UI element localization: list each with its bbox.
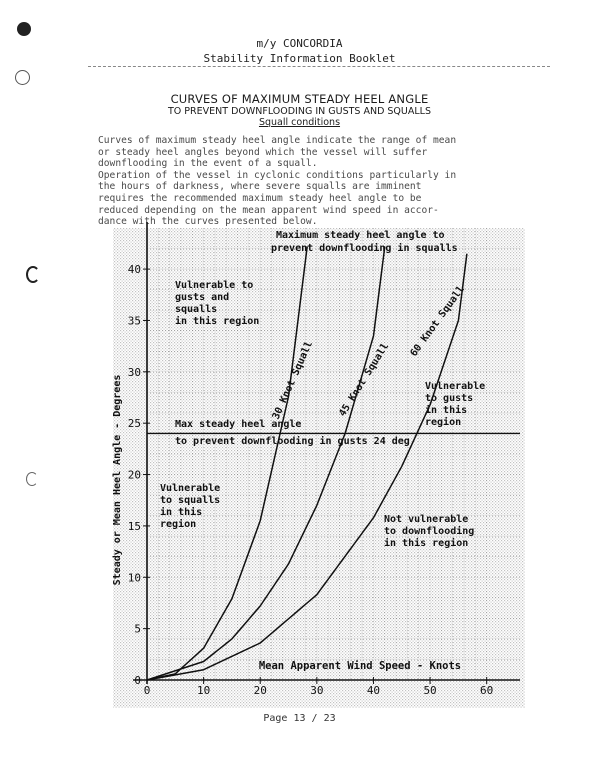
curve-3-label: 60 Knot Squall: [408, 284, 467, 359]
page-subtitle: TO PREVENT DOWNFLOODING IN GUSTS AND SQUALLS: [168, 106, 431, 117]
annotation-max-gust-line1: Max steady heel angle: [175, 419, 302, 430]
x-tick-label: 50: [423, 684, 437, 697]
y-tick-label: 20: [127, 468, 141, 482]
annotation-vuln-squalls-2: to squalls: [160, 495, 221, 506]
curve-1-label: 30 Knot Squall: [270, 339, 316, 422]
intro-line: dance with the curves presented below.: [98, 216, 318, 228]
curve-2-label: 45 Knot Squall: [337, 341, 392, 419]
y-tick-label: 40: [127, 263, 141, 277]
booklet-title: Stability Information Booklet: [203, 52, 396, 65]
intro-line: Operation of the vessel in cyclonic conditions particularly in: [98, 169, 457, 181]
intro-line: reduced depending on the mean apparent wind speed in accor-: [98, 204, 439, 216]
x-tick-label: 40: [366, 684, 381, 697]
x-tick-label: 60: [480, 684, 494, 697]
annotation-vuln-gusts-squalls-2: gusts and: [175, 292, 230, 303]
annotation-vuln-gusts-squalls-3: squalls: [175, 304, 218, 315]
annotation-not-vuln-3: in this region: [384, 538, 469, 549]
annotation-vuln-squalls-3: in this: [160, 507, 203, 518]
x-tick-label: 0: [143, 684, 151, 697]
intro-line: the hours of darkness, where severe squalls are imminent: [98, 181, 422, 193]
section-heading: Squall conditions: [258, 117, 341, 128]
x-axis-label: Mean Apparent Wind Speed - Knots: [258, 660, 462, 672]
y-axis-label: Steady or Mean Heel Angle - Degrees: [112, 374, 123, 586]
annotation-vuln-gusts-1: Vulnerable: [425, 381, 486, 392]
x-tick-label: 10: [196, 684, 211, 697]
annotation-vuln-gusts-4: region: [425, 417, 462, 428]
page-title: CURVES OF MAXIMUM STEADY HEEL ANGLE: [170, 92, 429, 106]
annotation-max-gust-line2: to prevent downflooding in gusts 24 deg: [175, 436, 410, 447]
intro-line: downflooding in the event of a squall.: [98, 158, 318, 170]
intro-line: or steady heel angles beyond which the vessel will suffer: [98, 146, 428, 158]
annotation-vuln-squalls-4: region: [160, 519, 197, 530]
annotation-vuln-gusts-3: in this: [425, 405, 468, 416]
annotation-not-vuln-2: to downflooding: [384, 526, 475, 537]
vessel-name: m/y CONCORDIA: [256, 37, 343, 50]
x-tick-label: 30: [310, 684, 324, 697]
annotation-vuln-gusts-squalls-4: in this region: [175, 316, 260, 327]
y-tick-label: 15: [127, 519, 141, 533]
annotation-max-squall-line1: Maximum steady heel angle to: [276, 230, 445, 241]
y-tick-label: 35: [127, 314, 141, 328]
y-tick-label: 30: [127, 365, 141, 379]
intro-line: Curves of maximum steady heel angle indicate the range of mean: [98, 135, 457, 146]
page-number: Page 13 / 23: [263, 713, 336, 724]
annotation-vuln-squalls-1: Vulnerable: [160, 483, 221, 494]
x-tick-label: 20: [253, 684, 267, 697]
y-tick-label: 0: [134, 674, 141, 687]
annotation-not-vuln-1: Not vulnerable: [384, 514, 469, 525]
annotation-vuln-gusts-squalls-1: Vulnerable to: [175, 280, 254, 291]
intro-line: requires the recommended maximum steady heel angle to be: [98, 192, 422, 204]
annotation-vuln-gusts-2: to gusts: [425, 393, 474, 404]
annotation-max-squall-line2: prevent downflooding in squalls: [271, 243, 458, 254]
y-tick-label: 25: [127, 417, 141, 431]
y-tick-label: 5: [134, 622, 141, 636]
y-tick-label: 10: [127, 571, 141, 585]
